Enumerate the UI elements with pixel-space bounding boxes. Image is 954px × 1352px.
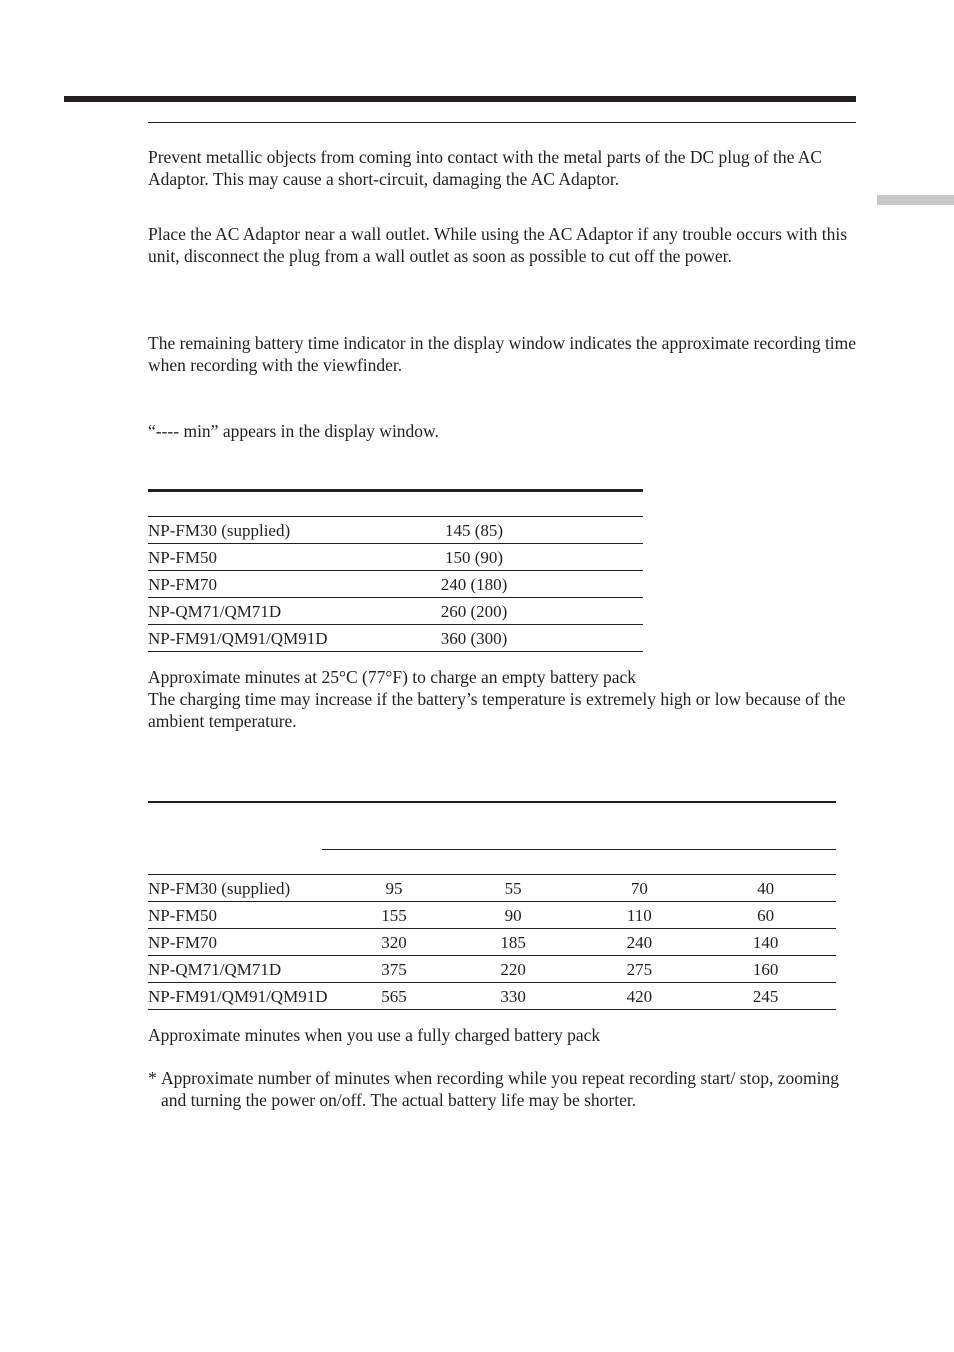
dc-plug-warning: Prevent metallic objects from coming into contact with the metal parts of the DC plug of the AC Adaptor. This may cause a short-circuit, damaging the AC Adaptor. <box>148 147 823 189</box>
recording-value: 565 <box>381 986 407 1006</box>
table-row <box>148 625 643 652</box>
recording-value: 155 <box>381 905 407 925</box>
charging-time: 150 (90) <box>444 547 504 567</box>
recording-value: 275 <box>626 959 653 979</box>
table-row <box>148 598 643 625</box>
recording-value: 90 <box>504 905 522 925</box>
recording-value: 160 <box>752 959 779 979</box>
footnote-text: Approximate number of minutes when recording while you repeat recording start/ stop, zooming and turning the power on/off. The actual battery life may be shorter. <box>161 1068 839 1110</box>
battery-name: NP-FM70 <box>148 574 217 594</box>
battery-name: NP-FM50 <box>148 547 217 567</box>
recording-value: 240 <box>626 932 653 952</box>
charging-time: 145 (85) <box>444 520 504 540</box>
wall-outlet-note: Place the AC Adaptor near a wall outlet. While using the AC Adaptor if any trouble occurs with this unit, disconnect the plug from a wall outlet as soon as possible to cut off the power. <box>148 224 848 266</box>
table-row <box>148 544 643 571</box>
recording-value: 330 <box>500 986 526 1006</box>
header-thick-rule <box>64 96 856 102</box>
footnote <box>148 1068 848 1111</box>
recording-time-table <box>148 874 836 1010</box>
charging-table-top-rule <box>148 489 643 492</box>
charging-time-table <box>148 516 643 652</box>
battery-indicator-note: The remaining battery time indicator in the display window indicates the approximate recording time when recording with the viewfinder. <box>148 333 857 375</box>
table-row <box>148 956 836 983</box>
recording-value: 70 <box>630 878 648 898</box>
recording-value: 140 <box>752 932 779 952</box>
charging-time: 240 (180) <box>440 574 508 594</box>
header-thin-rule <box>148 122 856 123</box>
battery-name: NP-FM91/QM91/QM91D <box>148 628 328 648</box>
table-row <box>148 875 836 902</box>
recording-table-top-rule <box>148 801 836 803</box>
charging-time: 360 (300) <box>440 628 508 648</box>
footnote-marker: * <box>148 1068 157 1088</box>
battery-name: NP-FM30 (supplied) <box>148 520 291 540</box>
min-display-note: “---- min” appears in the display window. <box>148 421 439 441</box>
battery-name: NP-FM70 <box>148 932 217 952</box>
battery-name: NP-FM30 (supplied) <box>148 878 291 898</box>
recording-value: 245 <box>752 986 779 1006</box>
recording-value: 420 <box>626 986 653 1006</box>
battery-name: NP-QM71/QM71D <box>148 601 282 621</box>
charging-time: 260 (200) <box>440 601 508 621</box>
recording-value: 40 <box>757 878 775 898</box>
table-row <box>148 983 836 1010</box>
recording-note: Approximate minutes when you use a fully charged battery pack <box>148 1025 601 1045</box>
battery-name: NP-FM50 <box>148 905 217 925</box>
recording-value: 375 <box>381 959 407 979</box>
battery-name: NP-QM71/QM71D <box>148 959 282 979</box>
recording-value: 55 <box>504 878 522 898</box>
recording-value: 185 <box>500 932 526 952</box>
recording-value: 95 <box>385 878 403 898</box>
recording-value: 220 <box>500 959 526 979</box>
recording-value: 60 <box>757 905 775 925</box>
side-tab-marker <box>877 195 954 205</box>
table-row <box>148 517 643 544</box>
table-row <box>148 571 643 598</box>
charging-note-line1: Approximate minutes at 25°C (77°F) to charge an empty battery pack <box>148 667 636 687</box>
recording-table-subheader-rule <box>322 849 836 850</box>
table-row <box>148 902 836 929</box>
recording-value: 110 <box>626 905 652 925</box>
table-row <box>148 929 836 956</box>
recording-value: 320 <box>381 932 407 952</box>
charging-note-line2: The charging time may increase if the battery’s temperature is extremely high or low because of the ambient temperature. <box>148 689 846 731</box>
battery-name: NP-FM91/QM91/QM91D <box>148 986 328 1006</box>
